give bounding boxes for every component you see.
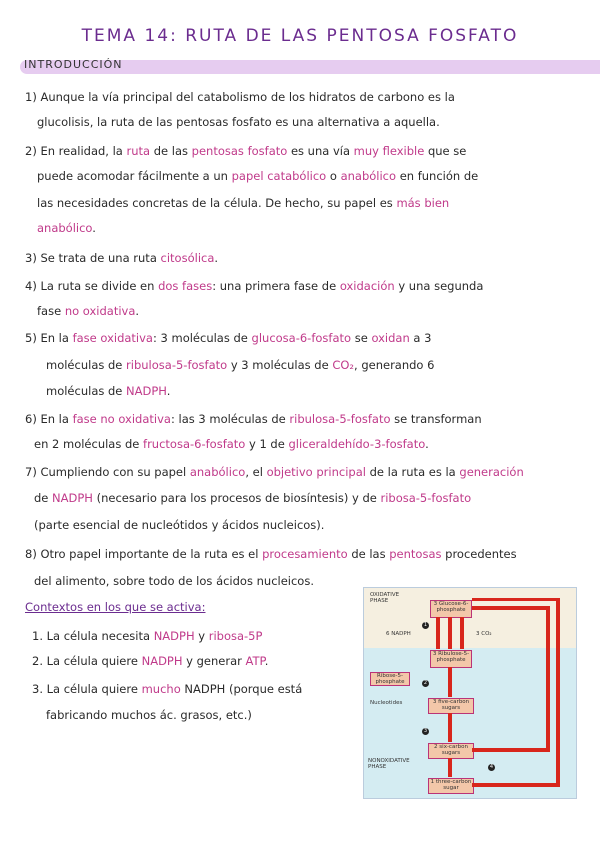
arrow-down-5 bbox=[448, 713, 452, 742]
step-2-marker: 2 bbox=[423, 680, 428, 686]
highlighted-term: NADPH bbox=[52, 491, 93, 505]
page-title: TEMA 14: RUTA DE LAS PENTOSA FOSFATO bbox=[81, 26, 519, 46]
three-carbon-box: 1 three-carbon sugar bbox=[428, 778, 474, 794]
text-line bbox=[25, 600, 205, 614]
highlighted-term: ribulosa-5-fosfato bbox=[289, 412, 391, 426]
text-segment: es una vía bbox=[287, 144, 354, 158]
text-segment: glucolisis, la ruta de las pentosas fosfato es una alternativa a aquella. bbox=[37, 115, 440, 129]
highlighted-term: fructosa-6-fosfato bbox=[143, 437, 246, 451]
text-line bbox=[37, 221, 96, 235]
text-line bbox=[46, 708, 252, 722]
arrow-down-3 bbox=[460, 617, 464, 649]
text-segment: fase bbox=[37, 304, 65, 318]
highlighted-term: pentosas fosfato bbox=[191, 144, 288, 158]
text-line bbox=[25, 144, 466, 158]
highlighted-term: ribosa-5-fosfato bbox=[380, 491, 472, 505]
highlighted-term: no oxidativa bbox=[64, 304, 136, 318]
highlighted-term: procesamiento bbox=[262, 547, 348, 561]
text-segment: (parte esencial de nucleótidos y ácidos nucleicos). bbox=[34, 518, 325, 532]
glucose-box: 3 Glucose-6-phosphate bbox=[430, 600, 472, 618]
text-line bbox=[25, 279, 483, 293]
text-line bbox=[46, 358, 434, 372]
text-segment: que se bbox=[424, 144, 467, 158]
text-segment: y bbox=[194, 629, 209, 643]
highlighted-term: más bien bbox=[396, 196, 450, 210]
text-line bbox=[32, 682, 302, 696]
text-segment: , generando 6 bbox=[354, 358, 435, 372]
oxidative-phase-label: OXIDATIVE PHASE bbox=[370, 592, 400, 604]
highlighted-term: muy flexible bbox=[353, 144, 425, 158]
text-line bbox=[37, 115, 440, 129]
highlighted-term: NADPH bbox=[126, 384, 167, 398]
text-segment: , el bbox=[245, 465, 267, 479]
text-segment: moléculas de bbox=[46, 384, 127, 398]
highlighted-term: anabólico bbox=[340, 169, 397, 183]
text-segment: puede acomodar fácilmente a un bbox=[37, 169, 232, 183]
highlighted-term: NADPH bbox=[153, 629, 195, 643]
highlighted-term: dos fases bbox=[158, 279, 213, 293]
step-1-marker: 1 bbox=[423, 622, 428, 628]
text-segment: de bbox=[34, 491, 53, 505]
step-3-marker: 3 bbox=[423, 728, 428, 734]
text-segment: 1. La célula necesita bbox=[32, 629, 154, 643]
highlighted-term: anabólico bbox=[189, 465, 246, 479]
highlighted-term: glucosa-6-fosfato bbox=[251, 331, 352, 345]
text-segment: . bbox=[135, 304, 140, 318]
text-segment: : una primera fase de bbox=[212, 279, 340, 293]
pentose-phosphate-diagram bbox=[363, 587, 577, 799]
arrow-return-bottom bbox=[472, 748, 550, 752]
highlighted-term: ATP bbox=[245, 654, 265, 668]
co2-label: 3 CO₂ bbox=[476, 631, 492, 637]
highlighted-term: anabólico bbox=[37, 221, 93, 235]
highlighted-term: oxidación bbox=[339, 279, 395, 293]
highlighted-term: pentosas bbox=[389, 547, 442, 561]
arrow-return-top bbox=[472, 606, 550, 610]
text-segment: : 3 moléculas de bbox=[152, 331, 252, 345]
text-segment: y una segunda bbox=[394, 279, 484, 293]
arrow-down-2 bbox=[448, 617, 452, 649]
text-line bbox=[25, 251, 218, 265]
text-segment: 2) En realidad, la bbox=[25, 144, 127, 158]
text-line bbox=[34, 491, 471, 505]
nonoxidative-phase-label: NONOXIDATIVE PHASE bbox=[368, 758, 410, 770]
contexts-heading: Contextos en los que se activa: bbox=[25, 600, 206, 614]
text-line bbox=[25, 547, 517, 561]
highlighted-term: fase oxidativa bbox=[72, 331, 153, 345]
highlighted-term: ribulosa-5-fosfato bbox=[126, 358, 228, 372]
arrow-down-6 bbox=[448, 758, 452, 777]
text-line bbox=[25, 90, 455, 104]
text-segment: 5) En la bbox=[25, 331, 73, 345]
text-segment: se transforman bbox=[390, 412, 482, 426]
text-segment: en función de bbox=[396, 169, 479, 183]
text-segment: : las 3 moléculas de bbox=[170, 412, 290, 426]
text-line bbox=[25, 412, 482, 426]
text-segment: o bbox=[326, 169, 341, 183]
text-segment: . bbox=[92, 221, 96, 235]
highlighted-term: ribosa-5P bbox=[208, 629, 263, 643]
ribose-box: Ribose-5-phosphate bbox=[370, 672, 410, 686]
text-segment: 7) Cumpliendo con su papel bbox=[25, 465, 190, 479]
text-segment: 3. La célula quiere bbox=[32, 682, 142, 696]
text-segment: de las bbox=[347, 547, 390, 561]
intro-label: INTRODUCCIÓN bbox=[24, 58, 123, 71]
highlighted-term: generación bbox=[459, 465, 524, 479]
text-segment: . bbox=[425, 437, 429, 451]
text-line bbox=[25, 331, 431, 345]
text-segment: de la ruta es la bbox=[365, 465, 460, 479]
nucleotides-label: Nucleotides bbox=[370, 700, 403, 706]
highlighted-term: CO₂ bbox=[332, 358, 355, 372]
text-segment: moléculas de bbox=[46, 358, 127, 372]
text-line bbox=[32, 654, 268, 668]
text-segment: NADPH (porque está bbox=[180, 682, 303, 696]
text-segment: 4) La ruta se divide en bbox=[25, 279, 159, 293]
text-segment: . bbox=[214, 251, 219, 265]
five-carbon-box: 3 five-carbon sugars bbox=[428, 698, 474, 714]
highlighted-term: fase no oxidativa bbox=[72, 412, 171, 426]
text-segment: 2. La célula quiere bbox=[32, 654, 142, 668]
text-segment: a 3 bbox=[409, 331, 432, 345]
highlighted-term: oxidan bbox=[371, 331, 410, 345]
text-segment: (necesario para los procesos de biosíntesis) y de bbox=[92, 491, 381, 505]
text-segment: 6) En la bbox=[25, 412, 73, 426]
text-line bbox=[32, 629, 262, 643]
text-line bbox=[37, 304, 139, 318]
highlighted-term: objetivo principal bbox=[266, 465, 366, 479]
highlighted-term: papel catabólico bbox=[231, 169, 327, 183]
step-4-marker: 4 bbox=[489, 764, 494, 770]
text-line bbox=[34, 518, 324, 532]
text-segment: y generar bbox=[182, 654, 246, 668]
arrow-down-4 bbox=[448, 667, 452, 697]
text-segment: . bbox=[166, 384, 171, 398]
text-segment: 8) Otro papel importante de la ruta es el bbox=[25, 547, 263, 561]
text-segment: y 3 moléculas de bbox=[227, 358, 333, 372]
text-segment: 3) Se trata de una ruta bbox=[25, 251, 161, 265]
highlighted-term: gliceraldehído-3-fosfato bbox=[288, 437, 426, 451]
text-segment: y 1 de bbox=[245, 437, 289, 451]
text-segment: se bbox=[351, 331, 372, 345]
text-line bbox=[34, 437, 429, 451]
highlighted-term: mucho bbox=[141, 682, 181, 696]
text-segment: procedentes bbox=[441, 547, 517, 561]
six-carbon-box: 2 six-carbon sugars bbox=[428, 743, 474, 759]
text-line bbox=[46, 384, 170, 398]
arrow-return-top-2 bbox=[472, 598, 560, 601]
text-segment: las necesidades concretas de la célula. De hecho, su papel es bbox=[37, 196, 397, 210]
highlighted-term: NADPH bbox=[141, 654, 183, 668]
text-line bbox=[25, 465, 524, 479]
text-segment: en 2 moléculas de bbox=[34, 437, 144, 451]
text-line bbox=[34, 574, 314, 588]
text-segment: fabricando muchos ác. grasos, etc.) bbox=[46, 708, 252, 722]
nadph-label: 6 NADPH bbox=[386, 631, 411, 637]
highlighted-term: ruta bbox=[126, 144, 151, 158]
text-segment: 1) Aunque la vía principal del catabolismo de los hidratos de carbono es la bbox=[25, 90, 455, 104]
text-segment: del alimento, sobre todo de los ácidos nucleicos. bbox=[34, 574, 314, 588]
arrow-return-bottom-2 bbox=[472, 783, 560, 787]
highlighted-term: citosólica bbox=[160, 251, 215, 265]
text-segment: de las bbox=[150, 144, 192, 158]
text-line bbox=[37, 169, 478, 183]
ribulose-box: 3 Ribulose-5-phosphate bbox=[430, 650, 472, 668]
arrow-down-1 bbox=[436, 617, 440, 649]
arrow-return-right bbox=[546, 606, 550, 752]
text-line bbox=[37, 196, 449, 210]
text-segment: . bbox=[264, 654, 269, 668]
arrow-return-right-2 bbox=[556, 598, 560, 787]
